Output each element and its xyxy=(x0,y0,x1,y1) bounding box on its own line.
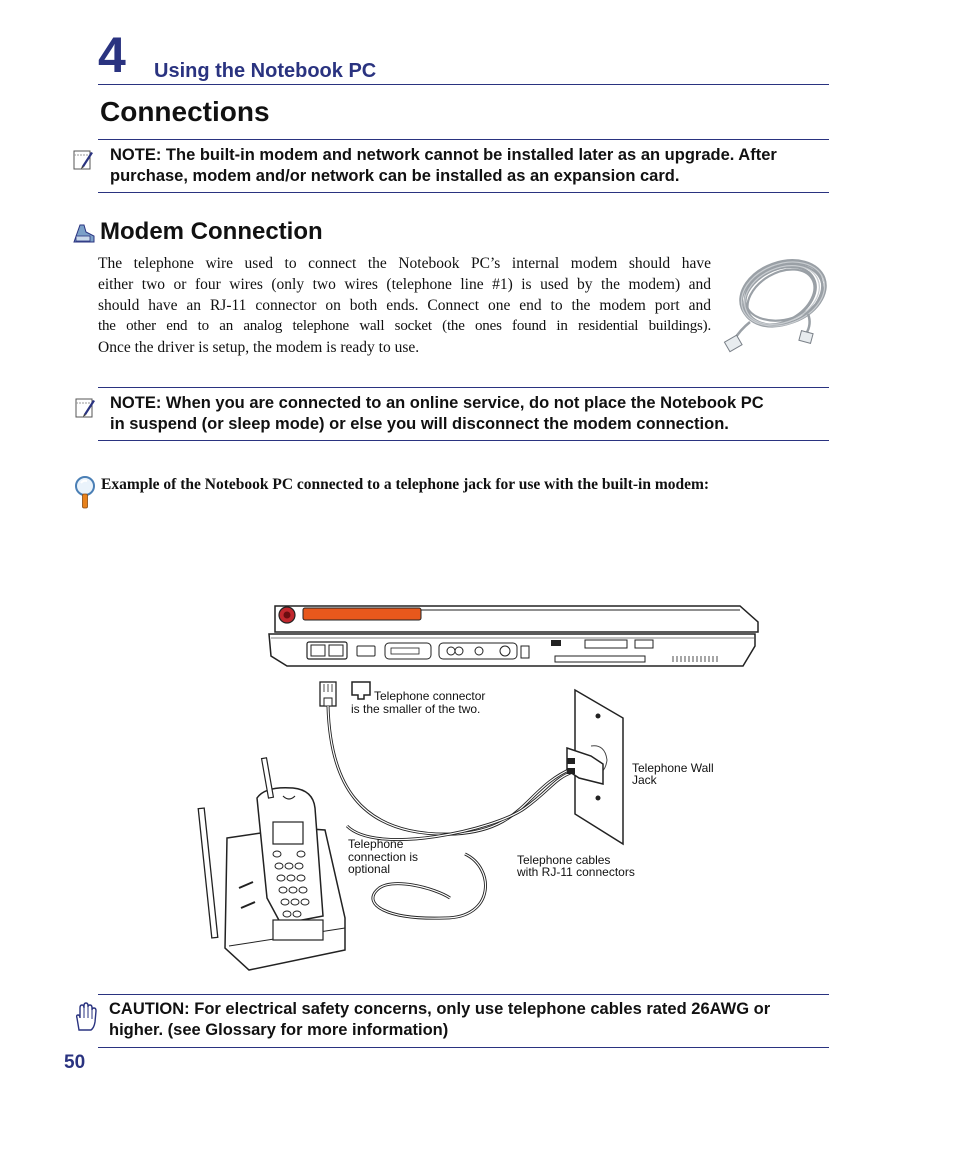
label-cables-line1: Telephone cables xyxy=(517,853,611,867)
note2-bottom-rule xyxy=(98,440,829,441)
label-optional-line1: Telephone xyxy=(348,837,404,851)
label-wall-line2: Jack xyxy=(632,773,657,787)
page-number: 50 xyxy=(64,1052,86,1073)
section-title: Connections xyxy=(100,96,270,127)
modem-description: The telephone wire used to connect the Notebook PC’s internal modem should have either two or four wires (only two wires (telephone line #1) is used by the modem) and should have an RJ-11 connector on both ends. Connect one end to the modem port and the other end to an analog telephone wall socket (the ones found in residential buildings). Once the driver is setup, the modem is ready to use. xyxy=(98,255,711,356)
orange-light-bar xyxy=(303,608,421,620)
note1-text: NOTE: The built-in modem and network cannot be installed later as an upgrade. After purchase, modem and/or network can be installed as an expansion card. xyxy=(110,146,777,185)
label-cables-line2: with RJ-11 connectors xyxy=(517,865,635,879)
caution-bottom-rule xyxy=(98,1047,829,1048)
telephone-icon xyxy=(72,222,96,244)
caution-top-rule xyxy=(98,994,829,995)
label-connector-line2: is the smaller of the two. xyxy=(351,702,481,716)
note2-top-rule xyxy=(98,387,829,388)
card-slot xyxy=(555,656,645,662)
connection-diagram xyxy=(195,598,765,978)
note2-text: NOTE: When you are connected to an online service, do not place the Notebook PC in suspend (or sleep mode) or else you will disconnect the modem connection. xyxy=(110,394,764,433)
header-rule xyxy=(98,84,829,85)
note-pencil-icon xyxy=(72,148,94,172)
telephone-cable-photo xyxy=(720,252,830,357)
modem-connection-title: Modem Connection xyxy=(100,218,323,245)
magnifier-icon xyxy=(72,474,98,510)
cable-phone xyxy=(347,772,573,840)
note-top-rule xyxy=(98,139,829,140)
label-optional-line3: optional xyxy=(348,862,391,876)
label-optional-line2: connection is xyxy=(348,850,419,864)
chapter-number: 4 xyxy=(98,27,126,83)
hand-caution-icon xyxy=(73,1002,97,1032)
note-pencil-icon xyxy=(74,396,96,420)
label-connector-line1: Telephone connector xyxy=(374,689,486,703)
label-wall-line1: Telephone Wall xyxy=(632,761,714,775)
usb-port xyxy=(357,646,375,656)
example-caption: Example of the Notebook PC connected to a telephone jack for use with the built-in modem: xyxy=(101,476,710,493)
caution-text: CAUTION: For electrical safety concerns, only use telephone cables rated 26AWG or higher. (see Glossary for more information) xyxy=(109,1000,771,1039)
cable-laptop xyxy=(328,706,573,834)
connector-shape-icon xyxy=(352,682,370,699)
note-bottom-rule xyxy=(98,192,829,193)
chapter-title: Using the Notebook PC xyxy=(154,60,377,82)
